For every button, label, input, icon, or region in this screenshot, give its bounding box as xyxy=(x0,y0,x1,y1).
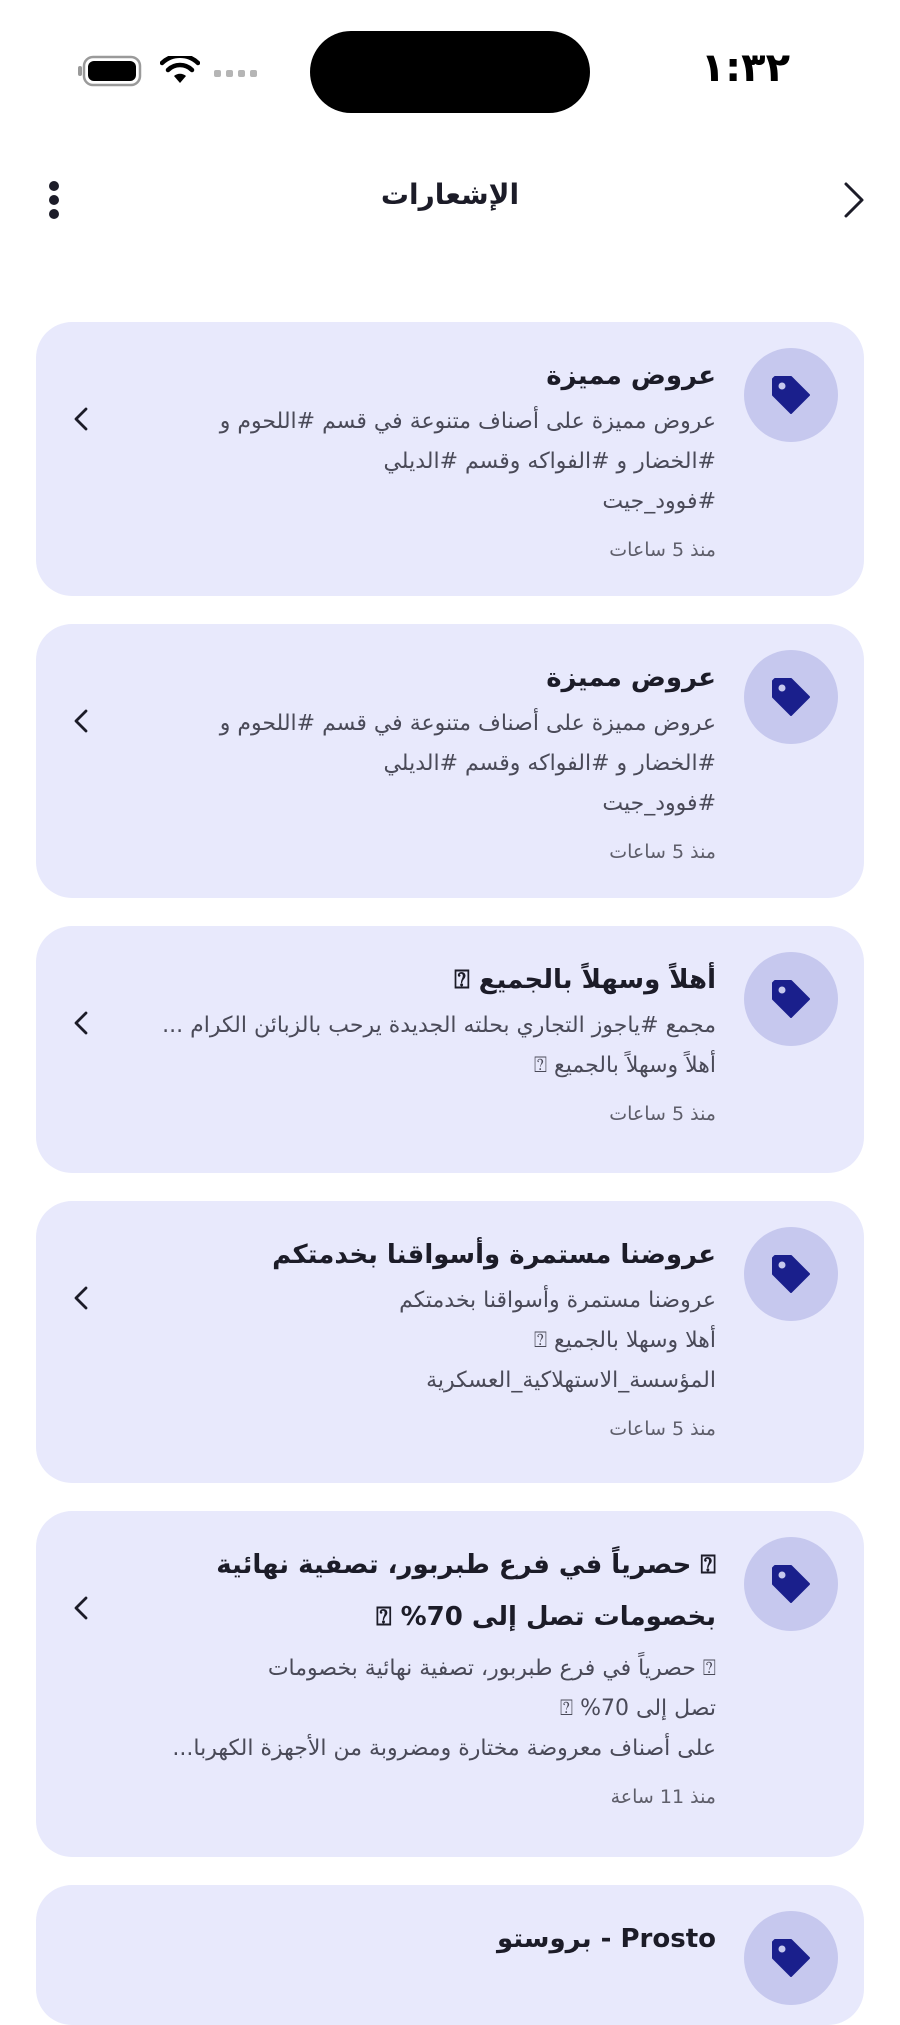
header xyxy=(0,160,900,240)
chevron-left-icon xyxy=(66,404,96,434)
notification-content xyxy=(116,350,716,568)
wifi-icon xyxy=(160,56,200,90)
tag-icon-badge xyxy=(744,952,838,1046)
notification-card[interactable] xyxy=(36,624,864,898)
chevron-left-icon xyxy=(66,706,96,736)
notification-content xyxy=(116,652,716,870)
status-icons xyxy=(78,55,257,91)
notification-card[interactable] xyxy=(36,926,864,1173)
chevron-left-icon xyxy=(66,1008,96,1038)
notification-content xyxy=(116,1539,716,1815)
notification-body: ⍰ حصرياً في فرع طبربور، تصفية نهائية بخصومات تصل إلى 70% ⍰ على أصناف معروضة مختارة ومضروبة من الأجهزة الكهربا... xyxy=(172,1656,716,1761)
notification-body: عروض مميزة على أصناف متنوعة في قسم #اللحوم و #الخضار و #الفواكه وقسم #الديلي #فوود_جيت xyxy=(219,409,716,514)
notification-title: أهلاً وسهلاً بالجميع ⍰ xyxy=(454,965,716,995)
tag-icon xyxy=(769,1562,813,1606)
back-button[interactable] xyxy=(830,176,878,224)
dynamic-island xyxy=(310,31,590,113)
notification-body: مجمع #ياجوز التجاري بحلته الجديدة يرحب بالزبائن الكرام ... أهلاً وسهلاً بالجميع ⍰ xyxy=(162,1013,716,1078)
tag-icon-badge xyxy=(744,1227,838,1321)
tag-icon xyxy=(769,977,813,1021)
notification-card[interactable] xyxy=(36,1201,864,1483)
tag-icon xyxy=(769,373,813,417)
notification-title: عروض مميزة xyxy=(546,361,716,391)
chevron-left-icon xyxy=(66,1283,96,1313)
chevron-left-icon xyxy=(66,1593,96,1623)
notification-title: عروض مميزة xyxy=(546,663,716,693)
notification-content xyxy=(116,1913,716,1965)
chevron-right-icon xyxy=(843,181,865,219)
notification-time: منذ 5 ساعات xyxy=(609,1418,716,1440)
tag-icon-badge xyxy=(744,1911,838,2005)
notification-time: منذ 11 ساعة xyxy=(610,1786,716,1808)
notification-time: منذ 5 ساعات xyxy=(609,1103,716,1125)
notification-time: منذ 5 ساعات xyxy=(609,841,716,863)
notification-card[interactable] xyxy=(36,1511,864,1857)
notification-body: عروضنا مستمرة وأسواقنا بخدمتكم أهلا وسهلا بالجميع ⍰ المؤسسة_الاستهلاكية_العسكرية xyxy=(399,1288,716,1393)
tag-icon-badge xyxy=(744,348,838,442)
notifications-list xyxy=(36,322,864,2025)
page-title: الإشعارات xyxy=(380,178,520,211)
notification-title: ⍰ حصرياً في فرع طبربور، تصفية نهائية بخصومات تصل إلى 70% ⍰ xyxy=(216,1550,716,1632)
notification-body: عروض مميزة على أصناف متنوعة في قسم #اللحوم و #الخضار و #الفواكه وقسم #الديلي #فوود_جيت xyxy=(219,711,716,816)
notification-title: Prosto - بروستو xyxy=(497,1924,716,1954)
status-bar xyxy=(0,0,900,130)
tag-icon xyxy=(769,1252,813,1296)
notification-card[interactable] xyxy=(36,322,864,596)
notification-content xyxy=(116,954,716,1132)
status-time: ١:٣٢ xyxy=(700,45,790,91)
battery-icon xyxy=(78,55,146,91)
notification-time: منذ 5 ساعات xyxy=(609,539,716,561)
tag-icon-badge xyxy=(744,1537,838,1631)
tag-icon xyxy=(769,1936,813,1980)
signal-icon xyxy=(214,70,257,77)
tag-icon-badge xyxy=(744,650,838,744)
notification-content xyxy=(116,1229,716,1447)
tag-icon xyxy=(769,675,813,719)
notification-card[interactable] xyxy=(36,1885,864,2025)
notification-title: عروضنا مستمرة وأسواقنا بخدمتكم xyxy=(272,1240,716,1270)
